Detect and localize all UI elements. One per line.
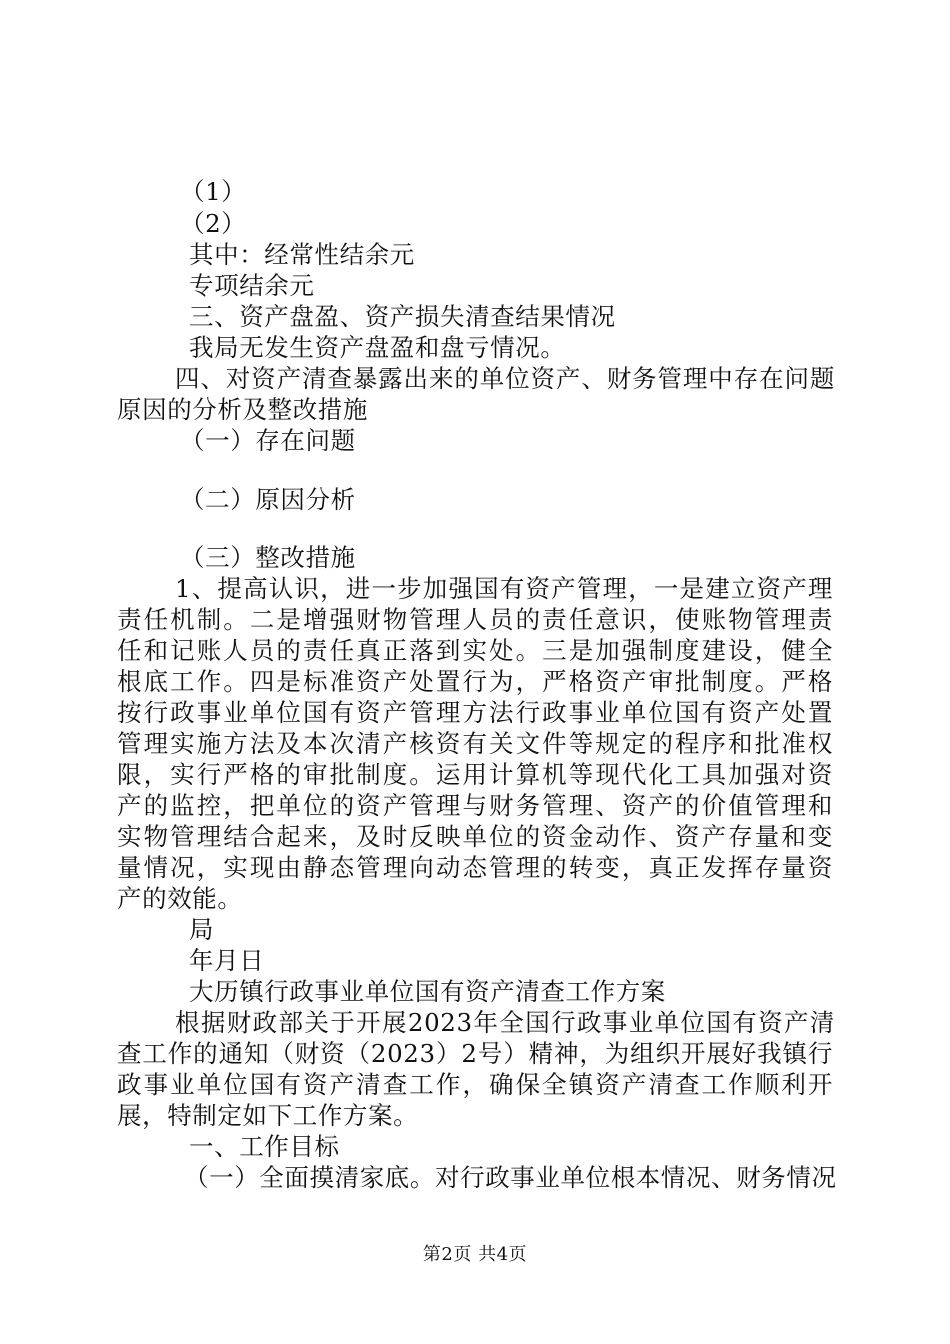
document-title: 大历镇行政事业单位国有资产清查工作方案 — [189, 977, 666, 1006]
text-line: （2） — [180, 209, 247, 238]
text-line: 产的效能。 — [117, 884, 243, 913]
text-line: 我局无发生资产盘盈和盘亏情况。 — [189, 333, 566, 362]
text-line: 限，实行严格的审批制度。运用计算机等现代化工具加强对资 — [117, 760, 833, 789]
text-line: （1） — [180, 177, 247, 206]
section-heading: 原因的分析及整改措施 — [117, 395, 368, 424]
text-line: 展，特制定如下工作方案。 — [117, 1101, 419, 1130]
text-line: 其中：经常性结余元 — [189, 240, 415, 269]
text-line: 产的监控，把单位的资产管理与财务管理、资产的价值管理和 — [117, 791, 833, 820]
text-line: 根底工作。四是标准资产处置行为，严格资产审批制度。严格 — [117, 667, 833, 696]
page-number-footer: 第2页 共4页 — [422, 1244, 528, 1265]
text-line: 1、提高认识，进一步加强国有资产管理，一是建立资产理 — [175, 574, 833, 603]
text-line: 量情况，实现由静态管理向动态管理的转变，真正发挥存量资 — [117, 853, 833, 882]
text-line: 政事业单位国有资产清查工作，确保全镇资产清查工作顺利开 — [117, 1070, 833, 1099]
subsection-heading: （三）整改措施 — [180, 543, 356, 572]
section-heading: 三、资产盘盈、资产损失清查结果情况 — [189, 302, 616, 331]
text-line: 查工作的通知（财资（2023）2号）精神，为组织开展好我镇行 — [117, 1039, 833, 1068]
subsection-heading: （二）原因分析 — [180, 485, 356, 514]
text-line: 按行政事业单位国有资产管理方法行政事业单位国有资产处置 — [117, 698, 833, 727]
text-line: 管理实施方法及本次清产核资有关文件等规定的程序和批准权 — [117, 729, 833, 758]
text-line: 专项结余元 — [189, 271, 315, 300]
signature-date: 年月日 — [189, 946, 265, 975]
signature-unit: 局 — [189, 915, 215, 944]
text-line: 责任机制。二是增强财物管理人员的责任意识，使账物管理责 — [117, 605, 833, 634]
subsection-heading: （一）存在问题 — [180, 426, 356, 455]
section-heading: 一、工作目标 — [189, 1132, 340, 1161]
text-line: 根据财政部关于开展2023年全国行政事业单位国有资产清 — [175, 1008, 835, 1037]
text-line: 实物管理结合起来，及时反映单位的资金动作、资产存量和变 — [117, 822, 833, 851]
section-heading: 四、对资产清查暴露出来的单位资产、财务管理中存在问题 — [175, 364, 835, 393]
text-line: （一）全面摸清家底。对行政事业单位根本情况、财务情况 — [184, 1163, 837, 1192]
text-line: 任和记账人员的责任真正落到实处。三是加强制度建设，健全 — [117, 636, 833, 665]
